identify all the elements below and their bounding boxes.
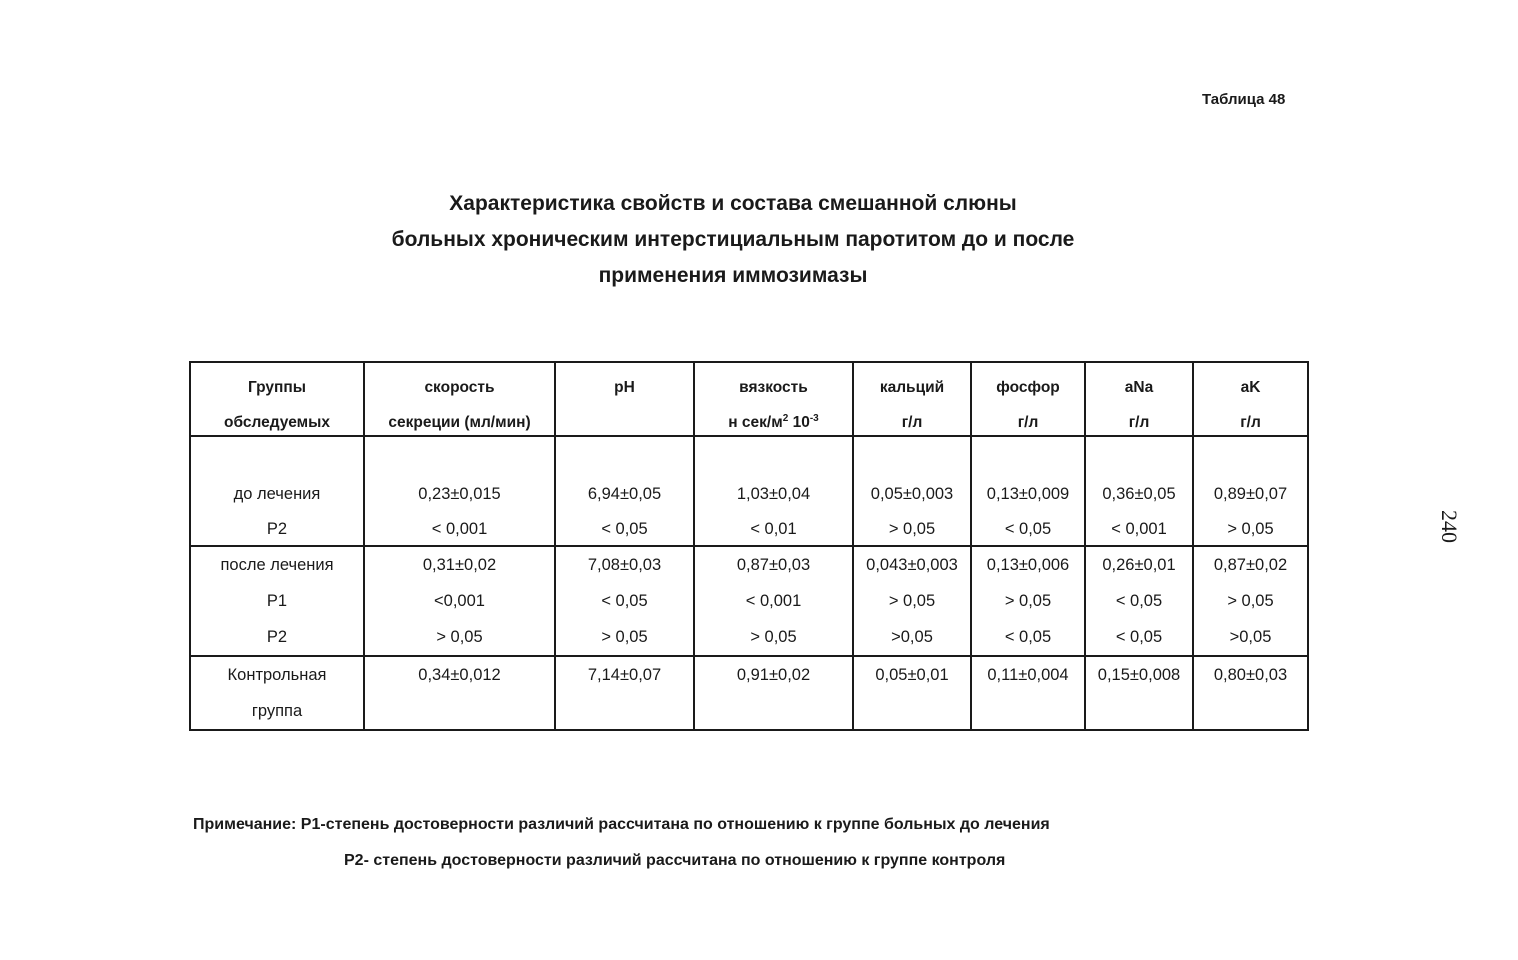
row-label-cell [190, 656, 364, 730]
title-line: Характеристика свойств и состава смешанной слюны [449, 192, 1017, 215]
note-line: Р2- степень достоверности различий рассчитана по отношению к группе контроля [344, 852, 1006, 869]
table-cell [853, 656, 971, 730]
cell-line: 0,87±0,02 [1213, 556, 1288, 574]
table-cell [971, 436, 1085, 546]
cell-line: < 0,05 [1004, 520, 1052, 538]
cell-line: > 0,05 [1227, 592, 1274, 610]
table-title [240, 186, 1226, 294]
table-cell [1193, 656, 1308, 730]
table-cell [1085, 436, 1193, 546]
row-label-cell [190, 546, 364, 656]
cell-line: < 0,001 [1111, 520, 1167, 538]
table-cell [971, 656, 1085, 730]
cell-line: 0,23±0,015 [418, 485, 501, 503]
header-cell-phosphorus [971, 362, 1085, 436]
header-cell-secretion-rate [364, 362, 555, 436]
cell-line: > 0,05 [888, 520, 936, 538]
title-line: больных хроническим интерстициальным паротитом до и после [391, 228, 1075, 251]
header-cell-ak [1193, 362, 1308, 436]
cell-line: 0,89±0,07 [1213, 485, 1288, 503]
page-number: 240 [1437, 510, 1462, 543]
header-line: Группы [247, 379, 307, 396]
table-cell [1193, 546, 1308, 656]
cell-line: 0,87±0,03 [736, 556, 811, 574]
header-cell-viscosity [694, 362, 853, 436]
cell-line: после лечения [220, 556, 334, 574]
cell-line: 0,13±0,006 [986, 556, 1070, 574]
cell-line: > 0,05 [750, 628, 797, 646]
header-row [190, 362, 1308, 436]
cell-line: 7,08±0,03 [587, 556, 662, 574]
header-line: г/л [1017, 414, 1039, 431]
table-row [190, 546, 1308, 656]
cell-line: < 0,05 [601, 520, 648, 538]
table-cell [1085, 656, 1193, 730]
header-line: aK [1240, 379, 1261, 396]
cell-line: 0,26±0,01 [1102, 556, 1176, 574]
cell-line: 0,05±0,01 [875, 666, 949, 684]
cell-line: 7,14±0,07 [587, 666, 662, 684]
header-line: г/л [901, 414, 923, 431]
header-line: г/л [1240, 414, 1261, 431]
table-cell [694, 546, 853, 656]
table-cell [853, 436, 971, 546]
cell-line: P2 [266, 628, 288, 646]
header-line: фосфор [996, 379, 1060, 396]
cell-line: 0,36±0,05 [1102, 485, 1176, 503]
cell-line: < 0,001 [745, 592, 802, 610]
cell-line: 1,03±0,04 [736, 485, 811, 503]
cell-line: > 0,05 [1004, 592, 1052, 610]
cell-line: < 0,001 [431, 520, 488, 538]
cell-line: 0,31±0,02 [422, 556, 497, 574]
table-cell [1085, 546, 1193, 656]
header-line: кальций [879, 379, 945, 396]
cell-line: < 0,05 [1115, 628, 1163, 646]
header-line: скорость [424, 379, 495, 396]
cell-line: 0,91±0,02 [736, 666, 811, 684]
title-line: применения иммозимазы [598, 264, 868, 287]
cell-line: <0,001 [434, 592, 485, 610]
cell-line: < 0,01 [750, 520, 797, 538]
cell-line: >0,05 [1229, 628, 1272, 646]
data-table [189, 361, 1309, 731]
table-row [190, 436, 1308, 546]
cell-line: 0,80±0,03 [1213, 666, 1288, 684]
table-cell [853, 546, 971, 656]
table-number: Таблица 48 [1202, 91, 1286, 108]
cell-line: до лечения [233, 485, 321, 503]
cell-line: < 0,05 [1004, 628, 1052, 646]
header-cell-ph [555, 362, 694, 436]
cell-line: 0,15±0,008 [1097, 666, 1181, 684]
table-row [190, 656, 1308, 730]
cell-line: Контрольная [227, 666, 327, 684]
cell-line: 0,11±0,004 [987, 666, 1069, 684]
header-line: секреции (мл/мин) [388, 414, 531, 431]
header-line [695, 413, 852, 435]
cell-line: 0,043±0,003 [866, 556, 958, 574]
cell-line: P2 [266, 520, 288, 538]
cell-line: > 0,05 [436, 628, 483, 646]
table-cell [1193, 436, 1308, 546]
table-cell [364, 546, 555, 656]
header-line: обследуемых [224, 414, 330, 431]
cell-line: > 0,05 [888, 592, 936, 610]
header-line [556, 413, 693, 435]
table-cell [694, 436, 853, 546]
table-cell [555, 436, 694, 546]
unit-superscript: 2 [782, 412, 789, 424]
row-label-cell [190, 436, 364, 546]
header-line: вязкость [739, 379, 808, 396]
cell-line: 0,34±0,012 [418, 666, 501, 684]
cell-line: >0,05 [891, 628, 933, 646]
table-cell [364, 436, 555, 546]
cell-line: группа [251, 702, 303, 720]
cell-line: < 0,05 [1115, 592, 1163, 610]
note-line: Примечание: Р1-степень достоверности различий рассчитана по отношению к группе больных до лечения [193, 816, 1050, 833]
table-cell [555, 546, 694, 656]
header-line: рН [614, 379, 635, 396]
cell-line: > 0,05 [1227, 520, 1274, 538]
table-cell [555, 656, 694, 730]
header-cell-ana [1085, 362, 1193, 436]
unit-superscript: -3 [809, 412, 819, 424]
cell-line: 6,94±0,05 [587, 485, 662, 503]
header-line: г/л [1128, 414, 1150, 431]
header-cell-calcium [853, 362, 971, 436]
header-cell-groups [190, 362, 364, 436]
table-cell [971, 546, 1085, 656]
cell-line: P1 [266, 592, 288, 610]
header-line: aNa [1124, 379, 1154, 396]
unit-text: 10 [788, 414, 810, 431]
cell-line: 0,13±0,009 [986, 485, 1070, 503]
table-cell [694, 656, 853, 730]
table-cell [364, 656, 555, 730]
table-note [193, 807, 1293, 879]
unit-text: н сек/м [728, 414, 783, 431]
cell-line: 0,05±0,003 [870, 485, 954, 503]
cell-line: < 0,05 [601, 592, 648, 610]
cell-line: > 0,05 [601, 628, 648, 646]
